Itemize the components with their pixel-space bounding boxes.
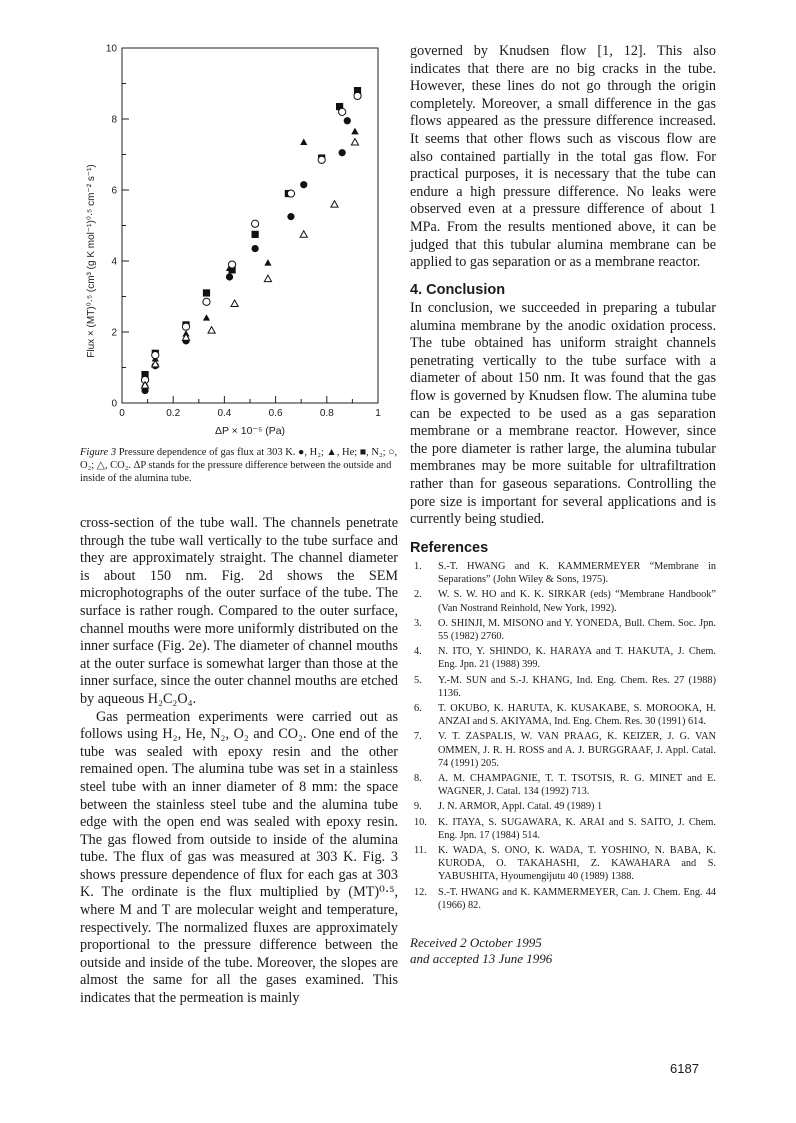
- reference-number: 4.: [414, 646, 422, 658]
- section-heading: 4. Conclusion: [410, 282, 506, 298]
- reference-number: 8.: [414, 773, 422, 785]
- reference-item: [410, 844, 716, 884]
- data-point-co2: [351, 138, 358, 144]
- data-point-h2: [252, 245, 259, 252]
- y-tick-label: 4: [111, 256, 117, 268]
- y-tick-label: 10: [105, 43, 117, 55]
- data-point-co2: [182, 334, 189, 340]
- reference-number: 12.: [414, 886, 427, 898]
- data-point-o2: [203, 298, 210, 305]
- reference-number: 1.: [414, 561, 422, 572]
- flux-chart: [80, 36, 400, 446]
- reference-text: A. M. CHAMPAGNIE, T. T. TSOTSIS, R. G. MINET and E. WAGNER, J. Catal. 134 (1992) 713.: [438, 773, 716, 798]
- reference-item: [410, 772, 716, 798]
- reference-text: S.-T. HWANG and K. KAMMERMEYER “Membrane in Separations” (John Wiley & Sons, 1975).: [438, 561, 716, 586]
- left-column: [80, 515, 398, 1008]
- data-point-o2: [354, 92, 361, 99]
- paragraph: Gas permeation experiments were carried out as follows using H₂, He, N₂, O₂ and CO₂. One end of the tube was sealed with epoxy resin and the other remained open. The alumina tube was set in a stainless steel tube with an inner diameter of 8 mm: the space between the stainless steel tube and the alumina tube edge with the open end was sealed with epoxy resin. The gas flowed from outside to inside of the alumina tube. The flux of gas was measured at 303 K. Fig. 3 shows pressure dependence of flux for each gas at 303 K. The ordinate is the flux multiplied by (MT)⁰·⁵, where M and T are molecular weight and temperature, respectively. The normalized fluxes are approximately proportional to the pressure difference between the outside and inside of the tube. Moreover, the slopes are almost the same for all the gases examined. This indicates that the permeation is mainly: [80, 708, 398, 1007]
- accepted-line: and accepted 13 June 1996: [410, 951, 553, 966]
- data-point-o2: [287, 190, 294, 197]
- right-column: [410, 43, 716, 272]
- data-point-h2: [287, 213, 294, 220]
- chart-marks: [141, 87, 361, 394]
- reference-item: [410, 645, 716, 671]
- reference-number: 2.: [414, 589, 422, 601]
- reference-number: 9.: [414, 801, 422, 813]
- paragraph: cross-section of the tube wall. The channels penetrate through the tube wall vertically to the tube surface and they are approximately straight. The channel diameter is about 150 nm. Fig. 2d shows the SEM microphotographs of the outer surface of the tube. The surface is rather rough. Compared to the outer surface, channel mouths were more uniformly distributed on the inner surface (Fig. 2e). The diameter of channel mouths at the outer surface is somewhat larger than those at the inner surface, since the outer channel mouths are etched by aqueous H₂C₂O₄.: [80, 515, 398, 707]
- received-line: Received 2 October 1995: [410, 935, 542, 950]
- data-point-o2: [318, 156, 325, 163]
- reference-item: [410, 816, 716, 842]
- data-point-h2: [300, 181, 307, 188]
- data-point-h2: [344, 117, 351, 124]
- plot-frame: [122, 48, 378, 403]
- received-note: [410, 935, 552, 967]
- reference-item: [410, 560, 716, 586]
- reference-text: T. OKUBO, K. HARUTA, K. KUSAKABE, S. MOROOKA, H. ANZAI and S. AKIYAMA, Ind. Eng. Chem. Res. 30 (1991) 614.: [438, 703, 716, 728]
- data-point-n2: [203, 289, 210, 296]
- y-tick-label: 6: [111, 185, 117, 197]
- reference-text: O. SHINJI, M. MISONO and Y. YONEDA, Bull. Chem. Soc. Jpn. 55 (1982) 2760.: [438, 617, 716, 643]
- x-tick-label: 1: [375, 408, 381, 419]
- data-point-he: [203, 314, 210, 320]
- y-tick-label: 8: [111, 114, 117, 126]
- reference-text: S.-T. HWANG and K. KAMMERMEYER, Can. J. Chem. Eng. 44 (1966) 82.: [438, 886, 716, 911]
- reference-number: 10.: [414, 816, 427, 828]
- data-point-co2: [231, 300, 238, 306]
- data-point-he: [300, 138, 307, 144]
- reference-text: N. ITO, Y. SHINDO, K. HARAYA and T. HAKUTA, J. Chem. Eng. Jpn. 21 (1988) 399.: [438, 646, 716, 671]
- reference-text: V. T. ZASPALIS, W. VAN PRAAG, K. KEIZER, J. G. VAN OMMEN, J. R. H. ROSS and A. J. BURGGRAAF, J. Appl. Catal. 74 (1991) 205.: [438, 731, 716, 769]
- reference-item: [410, 800, 716, 813]
- figure-label: Figure 3: [80, 447, 117, 458]
- y-tick-label: 0: [111, 398, 117, 410]
- reference-item: [410, 702, 716, 728]
- data-point-o2: [182, 323, 189, 330]
- data-point-o2: [228, 261, 235, 268]
- reference-item: [410, 886, 716, 912]
- reference-item: [410, 588, 716, 614]
- data-point-n2: [252, 231, 259, 238]
- x-tick-label: 0.4: [217, 408, 232, 419]
- x-tick-label: 0.2: [166, 408, 181, 419]
- reference-number: 11.: [414, 845, 427, 857]
- paragraph: In conclusion, we succeeded in preparing a tubular alumina membrane by the anodic oxidation process. The tube obtained has uniform straight channels penetrating vertically to the tube surface with a diameter of about 150 nm. It was found that the gas flow is governed by Knudsen flow. The alumina tube can be expected to be used as a gas separation membrane or a membrane reactor. However, since the pore diameter is rather large, the alumina tubular membranes may be more suitable for ultrafiltration rather than for gaseous separations. Controlling the pore size is important for several applications and is currently being studied.: [410, 300, 716, 528]
- reference-text: W. S. W. HO and K. K. SIRKAR (eds) “Membrane Handbook” (Van Nostrand Reinhold, New York, 1992).: [438, 589, 716, 614]
- data-point-h2: [226, 273, 233, 280]
- data-point-he: [264, 259, 271, 265]
- data-point-co2: [208, 327, 215, 333]
- reference-number: 5.: [414, 674, 422, 686]
- reference-text: J. N. ARMOR, Appl. Catal. 49 (1989) 1: [438, 801, 603, 813]
- data-point-co2: [331, 201, 338, 207]
- reference-text: K. WADA, S. ONO, K. WADA, T. YOSHINO, N. BABA, K. KURODA, O. TAKAHASHI, Z. KAWAHARA and S. YABUSHITA, Hyoumengijutu 40 (1989) 1388.: [438, 845, 716, 883]
- chart-axes: [106, 44, 381, 420]
- figure-caption-text: Pressure dependence of gas flux at 303 K. ●, H₂; ▲, He; ■, N₂; ○, O₂; △, CO₂. ΔP stands for the pressure difference between the outside and inside of the alumina tube.: [80, 447, 398, 484]
- reference-item: [410, 617, 716, 643]
- x-tick-label: 0: [119, 408, 125, 419]
- conclusion-text: [410, 300, 716, 529]
- data-point-he: [351, 128, 358, 134]
- figure-caption: [80, 446, 398, 485]
- references-heading: References: [410, 540, 489, 556]
- y-axis-label: Flux × (MT)⁰·⁵ (cm³ (g K mol⁻¹)⁰·⁵ cm⁻² s⁻¹): [86, 164, 97, 358]
- data-point-o2: [152, 351, 159, 358]
- data-point-co2: [300, 231, 307, 237]
- reference-item: [410, 730, 716, 770]
- data-point-o2: [339, 108, 346, 115]
- page-number: 6187: [670, 1061, 699, 1076]
- data-point-co2: [264, 275, 271, 281]
- reference-number: 3.: [414, 617, 422, 629]
- data-point-h2: [339, 149, 346, 156]
- reference-number: 6.: [414, 703, 422, 715]
- reference-item: [410, 674, 716, 700]
- paragraph: governed by Knudsen flow [1, 12]. This also indicates that there are no big cracks in the tube. However, these lines do not go through the origin completely. Moreover, a small difference in the gas flows appeared as the pressure difference increased. It seems that other flows such as viscous flow are also contained partially in the total gas flow. For practical purposes, it is necessary that the tube can endure a high pressure difference. No leaks were observed even at a pressure difference of about 1 MPa. From the results mentioned above, it can be judged that this tubular alumina membrane can be applied to gas separation or as a membrane reactor.: [410, 43, 716, 271]
- reference-list: [410, 560, 716, 914]
- reference-text: K. ITAYA, S. SUGAWARA, K. ARAI and S. SAITO, J. Chem. Eng. Jpn. 17 (1984) 514.: [438, 816, 716, 841]
- x-axis-label: ΔP × 10⁻⁵ (Pa): [214, 425, 286, 437]
- x-tick-label: 0.6: [268, 408, 283, 419]
- reference-text: Y.-M. SUN and S.-J. KHANG, Ind. Eng. Chem. Res. 27 (1988) 1136.: [438, 674, 716, 699]
- x-tick-label: 0.8: [319, 408, 334, 419]
- y-tick-label: 2: [111, 327, 117, 339]
- data-point-o2: [252, 220, 259, 227]
- reference-number: 7.: [414, 731, 422, 743]
